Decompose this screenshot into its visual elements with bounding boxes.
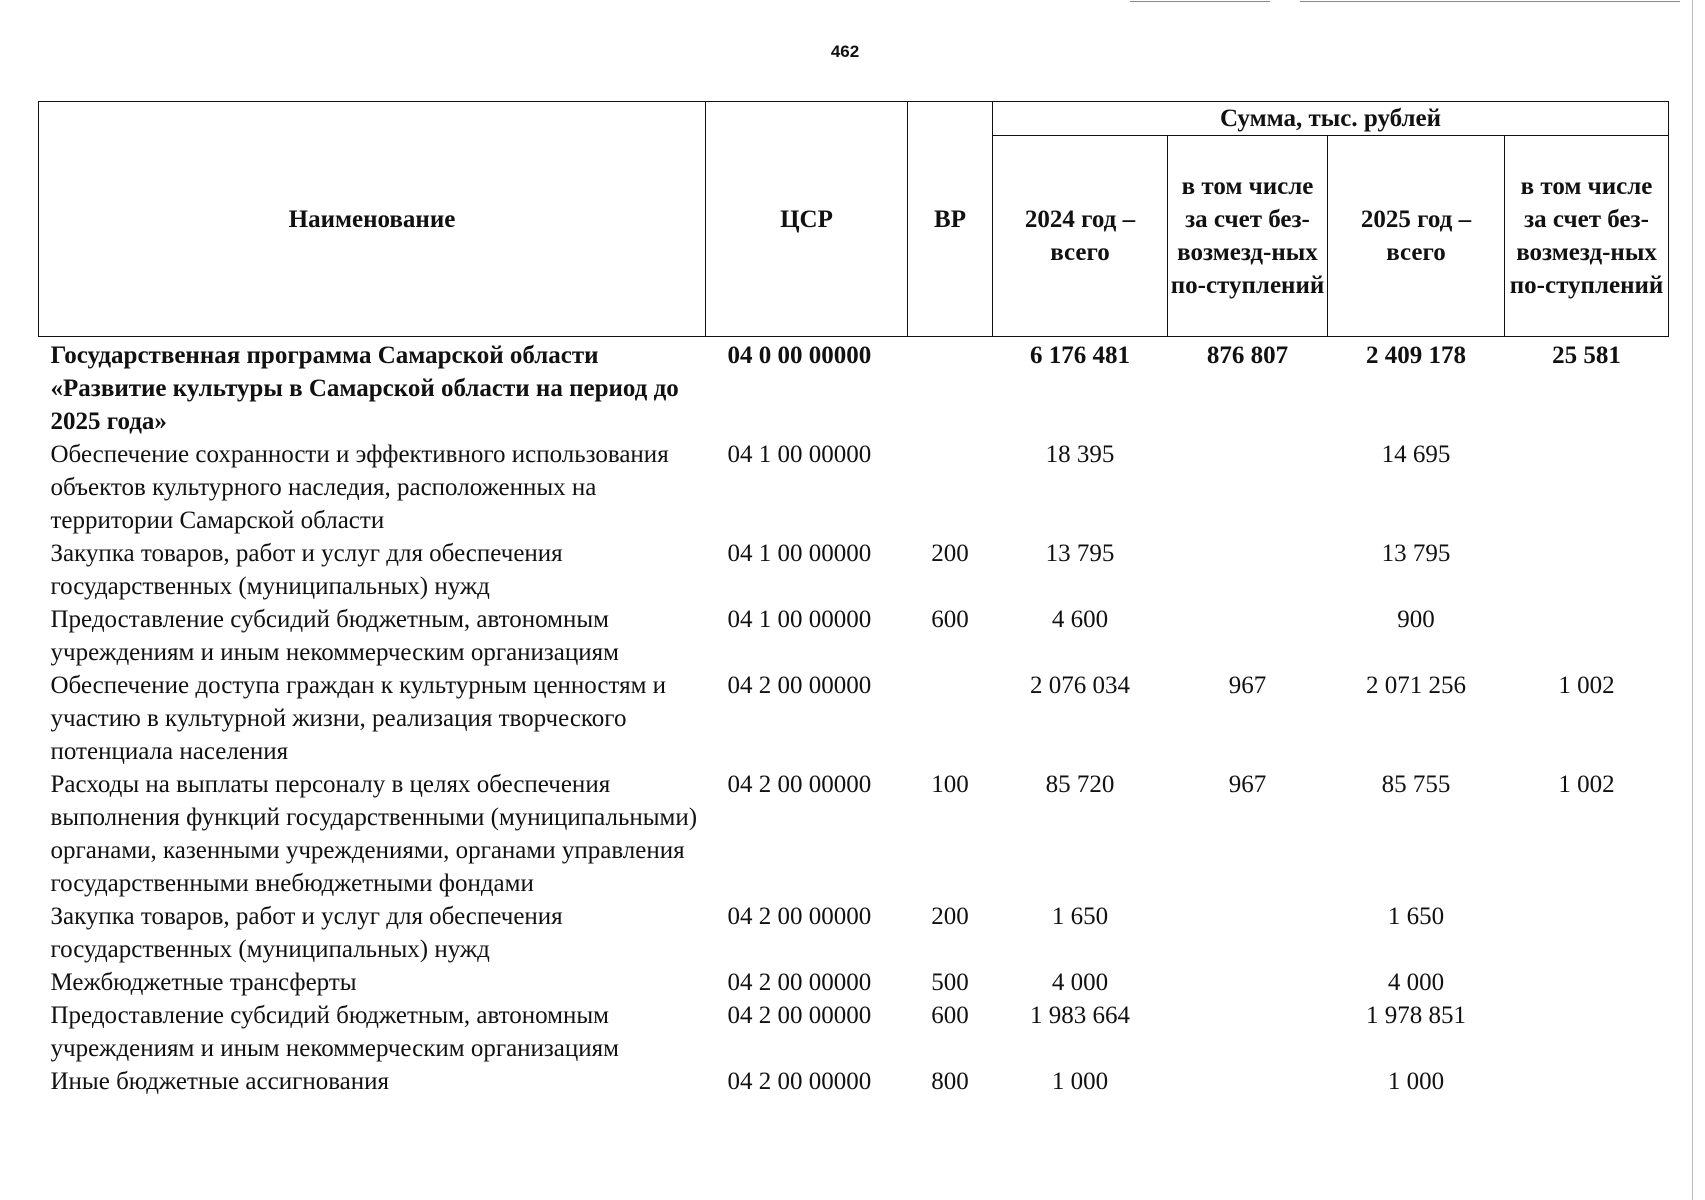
row-name: Межбюджетные трансферты (50, 969, 357, 996)
row-name: Обеспечение доступа граждан к культурным ценностям и участию в культурной жизни, реализация творческого потенциала населения (50, 672, 667, 765)
row-csr: 04 2 00 00000 (727, 969, 872, 996)
row-2024-total: 1 983 664 (1030, 1002, 1130, 1029)
table-row (39, 1065, 1669, 1098)
row-2025-total: 85 755 (1381, 771, 1451, 798)
row-vr: 100 (931, 771, 969, 798)
row-csr: 04 1 00 00000 (727, 441, 872, 468)
row-vr (908, 669, 993, 768)
scan-edge-line-top-right (1300, 1, 1680, 2)
row-2025-incl (1505, 1065, 1669, 1098)
row-name: Закупка товаров, работ и услуг для обеспечения государственных (муниципальных) нужд (50, 540, 563, 600)
table-header (39, 102, 1669, 337)
row-2024-incl (1168, 999, 1328, 1065)
row-name: Предоставление субсидий бюджетным, автономным учреждениям и иным некоммерческим организациям (50, 1002, 619, 1062)
row-2025-incl (1505, 900, 1669, 966)
row-vr: 200 (931, 903, 969, 930)
row-2024-incl: 967 (1228, 672, 1267, 699)
row-name: Иные бюджетные ассигнования (50, 1068, 390, 1095)
table-row (39, 966, 1669, 999)
table-row (39, 537, 1669, 603)
row-csr: 04 2 00 00000 (727, 771, 872, 798)
header-2024-incl: в том числе за счет без-возмезд-ных по-ступлений (1168, 136, 1328, 337)
row-2025-incl (1505, 438, 1669, 537)
row-2025-total: 1 650 (1387, 903, 1445, 930)
row-2024-total: 2 076 034 (1030, 672, 1130, 699)
page-number: 462 (830, 42, 860, 61)
header-2025-incl: в том числе за счет без-возмезд-ных по-ступлений (1505, 136, 1669, 337)
row-2025-total: 14 695 (1381, 441, 1451, 468)
row-2024-total: 13 795 (1045, 540, 1115, 567)
row-name: Закупка товаров, работ и услуг для обеспечения государственных (муниципальных) нужд (50, 903, 563, 963)
table-row (39, 999, 1669, 1065)
row-vr: 600 (931, 606, 969, 633)
row-2024-incl (1168, 1065, 1328, 1098)
row-name: Расходы на выплаты персоналу в целях обеспечения выполнения функций государственными (муниципальными) органами, казенными учреждениями, органами управления государственными внебюджетными фондами (50, 771, 698, 897)
table-row (39, 669, 1669, 768)
row-vr (908, 337, 993, 439)
header-csr: ЦСР (706, 102, 908, 337)
row-2024-total: 1 000 (1051, 1068, 1109, 1095)
row-2025-total: 900 (1397, 606, 1435, 633)
table-body (39, 337, 1669, 1099)
header-name: Наименование (39, 102, 706, 337)
row-2025-total: 13 795 (1381, 540, 1451, 567)
row-2024-total: 6 176 481 (1030, 342, 1130, 369)
row-2025-total: 1 000 (1387, 1068, 1445, 1095)
row-2024-incl (1168, 900, 1328, 966)
row-2025-incl: 1 002 (1558, 672, 1615, 699)
row-2024-incl (1168, 603, 1328, 669)
row-2025-incl: 25 581 (1552, 342, 1621, 369)
row-vr: 800 (931, 1068, 969, 1095)
table-row (39, 603, 1669, 669)
row-2025-total: 1 978 851 (1366, 1002, 1466, 1029)
row-csr: 04 1 00 00000 (727, 606, 872, 633)
row-csr: 04 2 00 00000 (727, 1068, 872, 1095)
scan-edge-line-top (1130, 1, 1270, 2)
row-vr (908, 438, 993, 537)
row-vr: 500 (931, 969, 969, 996)
row-2025-total: 2 071 256 (1366, 672, 1466, 699)
row-2025-total: 2 409 178 (1366, 342, 1466, 369)
budget-table (38, 101, 1669, 1098)
row-name: Государственная программа Самарской области «Развитие культуры в Самарской области на период до 2025 года» (50, 342, 679, 435)
table-row (39, 900, 1669, 966)
row-2024-total: 4 600 (1051, 606, 1109, 633)
row-csr: 04 2 00 00000 (727, 1002, 872, 1029)
row-2025-incl (1505, 966, 1669, 999)
row-vr: 200 (931, 540, 969, 567)
table-row (39, 768, 1669, 900)
header-2025-total: 2025 год – всего (1328, 136, 1505, 337)
row-2025-incl (1505, 603, 1669, 669)
row-2024-incl: 876 807 (1206, 342, 1289, 369)
row-2025-total: 4 000 (1387, 969, 1445, 996)
header-2024-total: 2024 год – всего (993, 136, 1168, 337)
row-2024-incl: 967 (1228, 771, 1267, 798)
row-2024-incl (1168, 537, 1328, 603)
row-vr: 600 (931, 1002, 969, 1029)
row-2024-incl (1168, 966, 1328, 999)
row-2024-total: 18 395 (1045, 441, 1115, 468)
row-name: Обеспечение сохранности и эффективного использования объектов культурного наследия, расположенных на территории Самарской области (50, 441, 669, 534)
row-2025-incl (1505, 537, 1669, 603)
row-2024-incl (1168, 438, 1328, 537)
row-csr: 04 2 00 00000 (727, 672, 872, 699)
row-name: Предоставление субсидий бюджетным, автономным учреждениям и иным некоммерческим организациям (50, 606, 619, 666)
row-csr: 04 2 00 00000 (727, 903, 872, 930)
table-row (39, 337, 1669, 439)
header-sum-group: Сумма, тыс. рублей (993, 102, 1669, 136)
row-2024-total: 85 720 (1045, 771, 1115, 798)
scan-edge-line-right (1692, 0, 1693, 1200)
row-2025-incl (1505, 999, 1669, 1065)
header-vr: ВР (908, 102, 993, 337)
row-2024-total: 4 000 (1051, 969, 1109, 996)
row-2025-incl: 1 002 (1558, 771, 1615, 798)
row-csr: 04 0 00 00000 (727, 342, 872, 369)
row-csr: 04 1 00 00000 (727, 540, 872, 567)
row-2024-total: 1 650 (1051, 903, 1109, 930)
table-row (39, 438, 1669, 537)
